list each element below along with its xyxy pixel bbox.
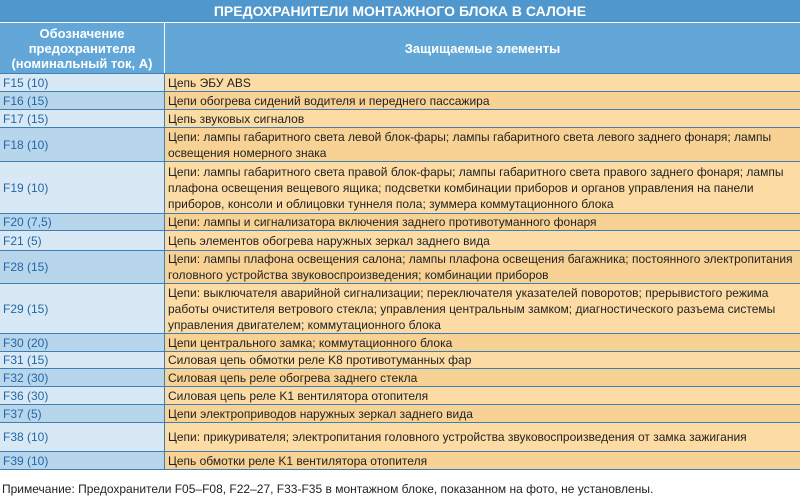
table-row: [0, 334, 800, 352]
fuse-description: Цепи: лампы габаритного света правой блок-фары; лампы габаритного света правого заднего фонаря; лампы плафона освещения вещевого ящика; подсветки комбинации приборов и органов управления на панели приборов, консоли и облицовки туннеля пола; зуммера коммутационного блока: [165, 162, 800, 214]
fuse-code: F39 (10): [0, 452, 165, 470]
table-row: [0, 352, 800, 369]
fuse-code: F31 (15): [0, 352, 165, 369]
fuse-description: Цепь обмотки реле K1 вентилятора отопителя: [165, 452, 800, 470]
fuse-description: Цепи: прикуривателя; электропитания головного устройства звуковоспроизведения от замка зажигания: [165, 423, 800, 452]
fuse-description: Цепи обогрева сидений водителя и переднего пассажира: [165, 92, 800, 110]
table-title: ПРЕДОХРАНИТЕЛИ МОНТАЖНОГО БЛОКА В САЛОНЕ: [0, 0, 800, 23]
table-row: [0, 74, 800, 92]
table-row: [0, 251, 800, 284]
header-row: [0, 23, 800, 74]
table-row: [0, 162, 800, 214]
table-row: [0, 423, 800, 452]
fuse-code: F21 (5): [0, 231, 165, 251]
fuse-description: Цепь ЭБУ ABS: [165, 74, 800, 92]
fuse-description: Цепи: лампы и сигнализатора включения заднего противотуманного фонаря: [165, 214, 800, 231]
table-row: [0, 231, 800, 251]
fuse-description: Цепи электроприводов наружных зеркал заднего вида: [165, 405, 800, 423]
fuse-code: F20 (7,5): [0, 214, 165, 231]
header-code: Обозначение предохранителя (номинальный ток, А): [0, 23, 165, 74]
table-row: [0, 284, 800, 334]
table-row: [0, 405, 800, 423]
fuse-code: F15 (10): [0, 74, 165, 92]
fuse-code: F19 (10): [0, 162, 165, 214]
fuse-description: Цепь звуковых сигналов: [165, 110, 800, 128]
fuse-code: F16 (15): [0, 92, 165, 110]
fuse-description: Цепи центрального замка; коммутационного блока: [165, 334, 800, 352]
table-row: [0, 214, 800, 231]
footnote: Примечание: Предохранители F05–F08, F22–27, F33-F35 в монтажном блоке, показанном на фото, не установлены.: [2, 482, 654, 496]
fuse-code: F36 (30): [0, 387, 165, 405]
table-row: [0, 128, 800, 162]
fuse-description: Цепи: лампы плафона освещения салона; лампы плафона освещения багажника; постоянного электропитания головного устройства звуковоспроизведения; комбинации приборов: [165, 251, 800, 284]
fuse-description: Силовая цепь реле обогрева заднего стекла: [165, 369, 800, 387]
fuse-code: F28 (15): [0, 251, 165, 284]
fuse-table: [0, 23, 800, 470]
table-row: [0, 387, 800, 405]
fuse-description: Силовая цепь реле K1 вентилятора отопителя: [165, 387, 800, 405]
table-row: [0, 452, 800, 470]
fuse-description: Цепи: выключателя аварийной сигнализации; переключателя указателей поворотов; прерывистого режима работы очистителя ветрового стекла; управления центральным замком; диагностического разъема системы управления двигателем; коммутационного блока: [165, 284, 800, 334]
fuse-description: Цепь элементов обогрева наружных зеркал заднего вида: [165, 231, 800, 251]
table-row: [0, 110, 800, 128]
table-row: [0, 92, 800, 110]
fuse-code: F29 (15): [0, 284, 165, 334]
fuse-code: F17 (15): [0, 110, 165, 128]
fuse-code: F30 (20): [0, 334, 165, 352]
fuse-code: F18 (10): [0, 128, 165, 162]
fuse-code: F38 (10): [0, 423, 165, 452]
table-row: [0, 369, 800, 387]
header-desc: Защищаемые элементы: [165, 23, 800, 74]
fuse-description: Цепи: лампы габаритного света левой блок-фары; лампы габаритного света левого заднего фонаря; лампы освещения номерного знака: [165, 128, 800, 162]
fuse-code: F37 (5): [0, 405, 165, 423]
fuse-description: Силовая цепь обмотки реле K8 противотуманных фар: [165, 352, 800, 369]
fuse-code: F32 (30): [0, 369, 165, 387]
